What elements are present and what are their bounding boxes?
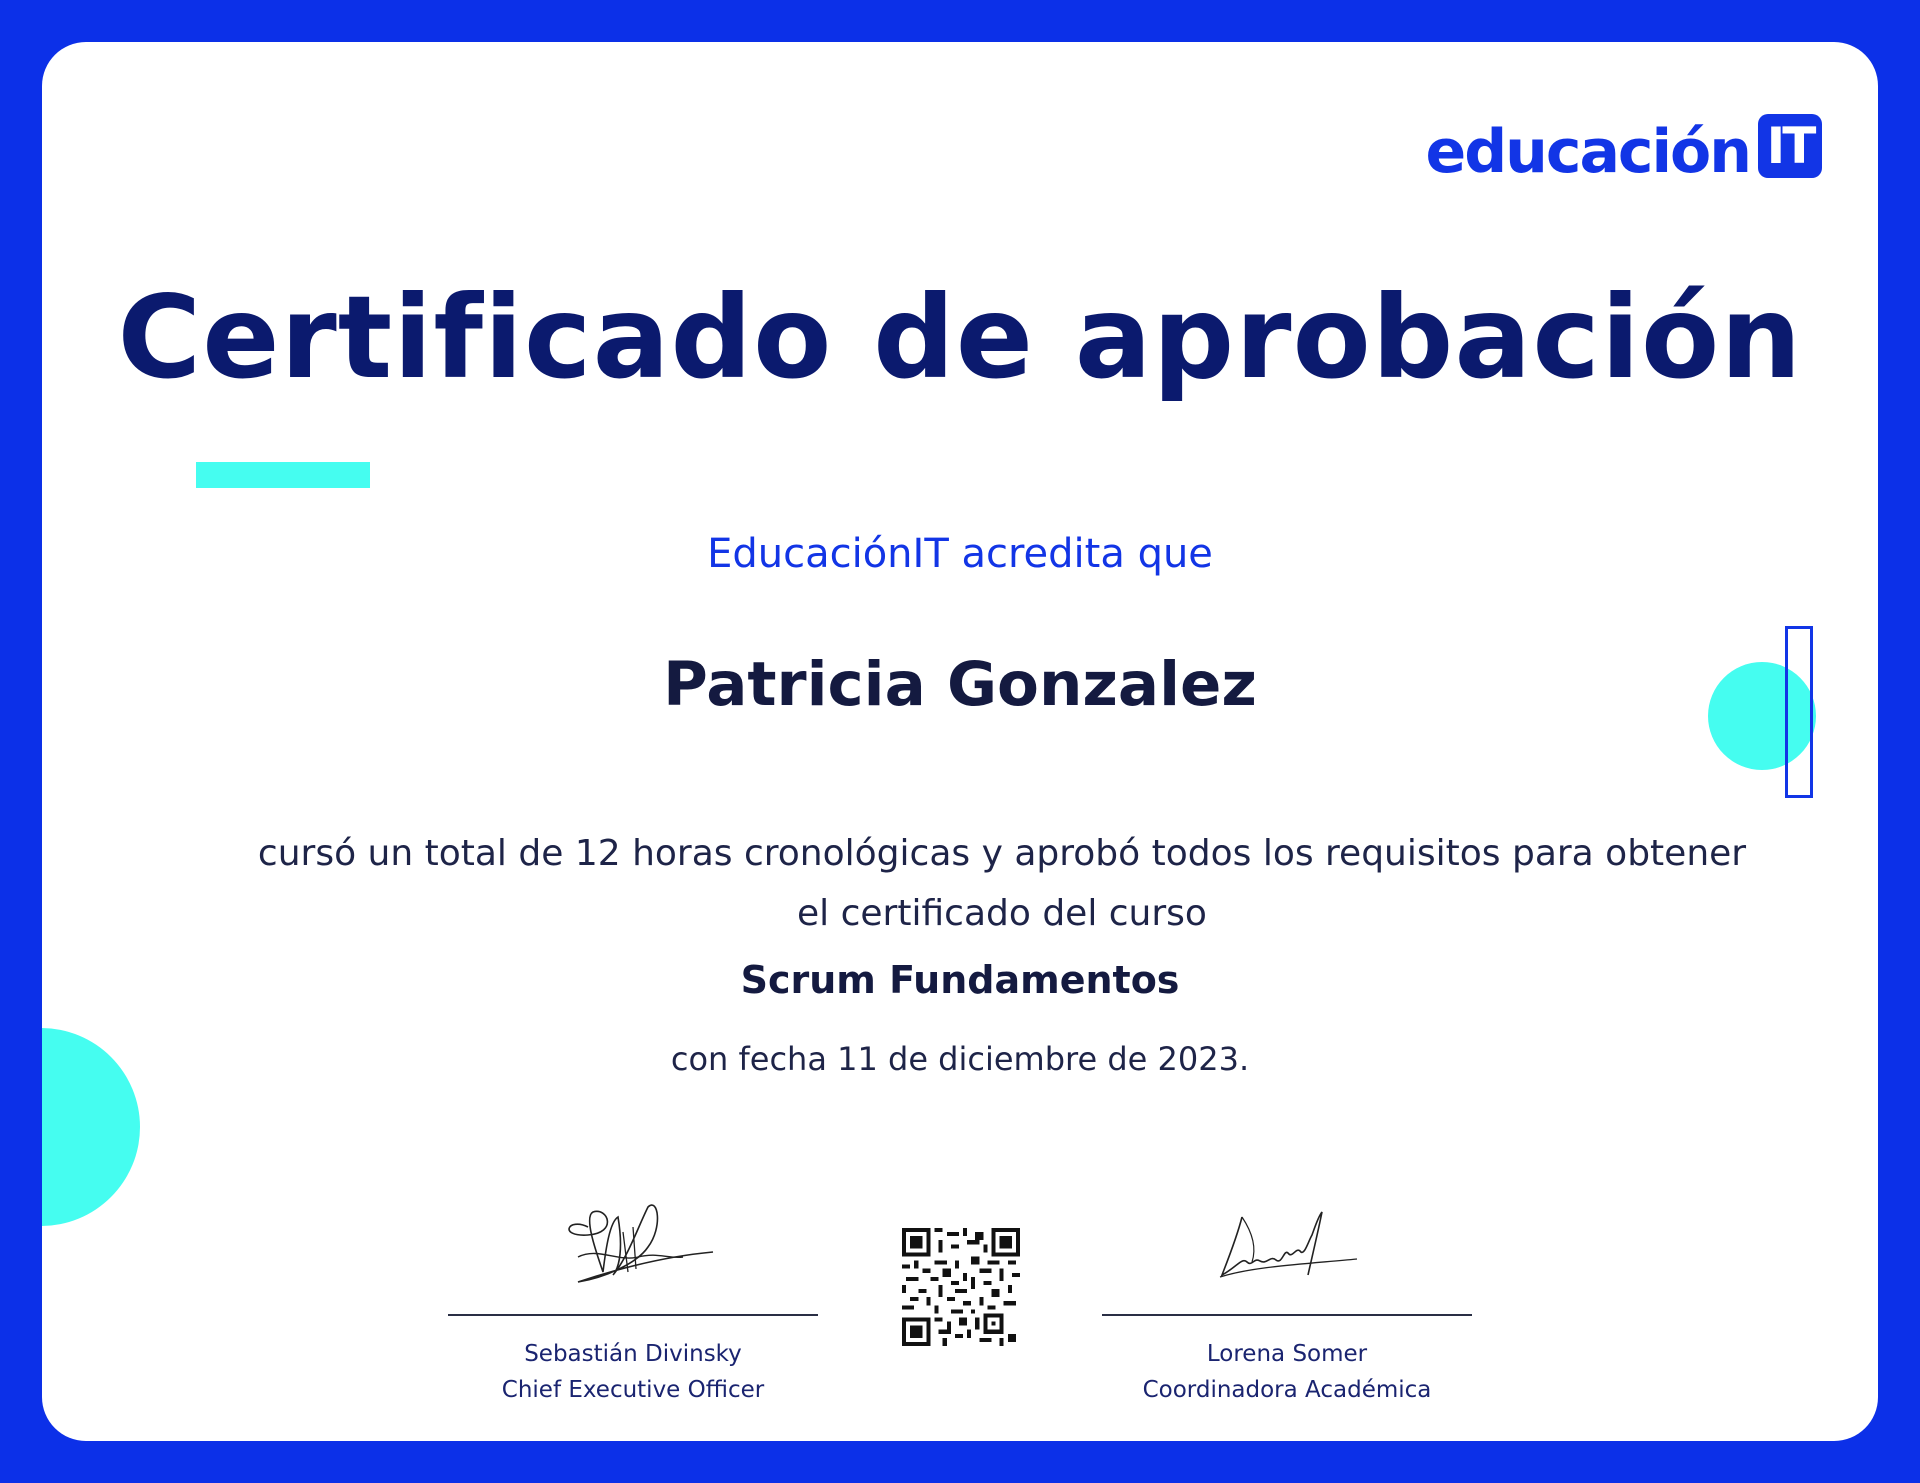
verification-qr-code (902, 1228, 1020, 1346)
certificate-card (42, 42, 1878, 1441)
accent-bar (196, 462, 370, 488)
course-name: Scrum Fundamentos (740, 958, 1180, 1002)
body-line-1: cursó un total de 12 horas cronológicas y aprobó todos los requisitos para obtener (257, 833, 1747, 874)
certificate-title: Certificado de aprobación (117, 271, 1803, 404)
body-line-2: el certificado del curso (797, 893, 1207, 934)
signer-role-coordinator: Coordinadora Académica (1142, 1377, 1432, 1403)
logo-badge: IT (1758, 114, 1822, 178)
completion-date: con fecha 11 de diciembre de 2023. (670, 1040, 1250, 1078)
logo-wordmark: educación (1425, 117, 1750, 187)
signer-name-ceo: Sebastián Divinsky (524, 1341, 742, 1367)
signer-role-ceo: Chief Executive Officer (501, 1377, 765, 1403)
signature-line-ceo (448, 1314, 818, 1316)
signature-line-coordinator (1102, 1314, 1472, 1316)
signature-ceo-image (448, 1182, 818, 1302)
signer-name-coordinator: Lorena Somer (1206, 1341, 1368, 1367)
brand-logo (1426, 112, 1822, 192)
certificate-body (162, 824, 1842, 944)
signature-block-coordinator (1102, 1182, 1472, 1408)
signature-coordinator-image (1102, 1182, 1472, 1302)
signature-block-ceo (448, 1182, 818, 1408)
decorative-outline-rect (1785, 626, 1813, 798)
accredits-line: EducaciónIT acredita que (707, 531, 1213, 577)
student-name: Patricia Gonzalez (663, 649, 1257, 720)
